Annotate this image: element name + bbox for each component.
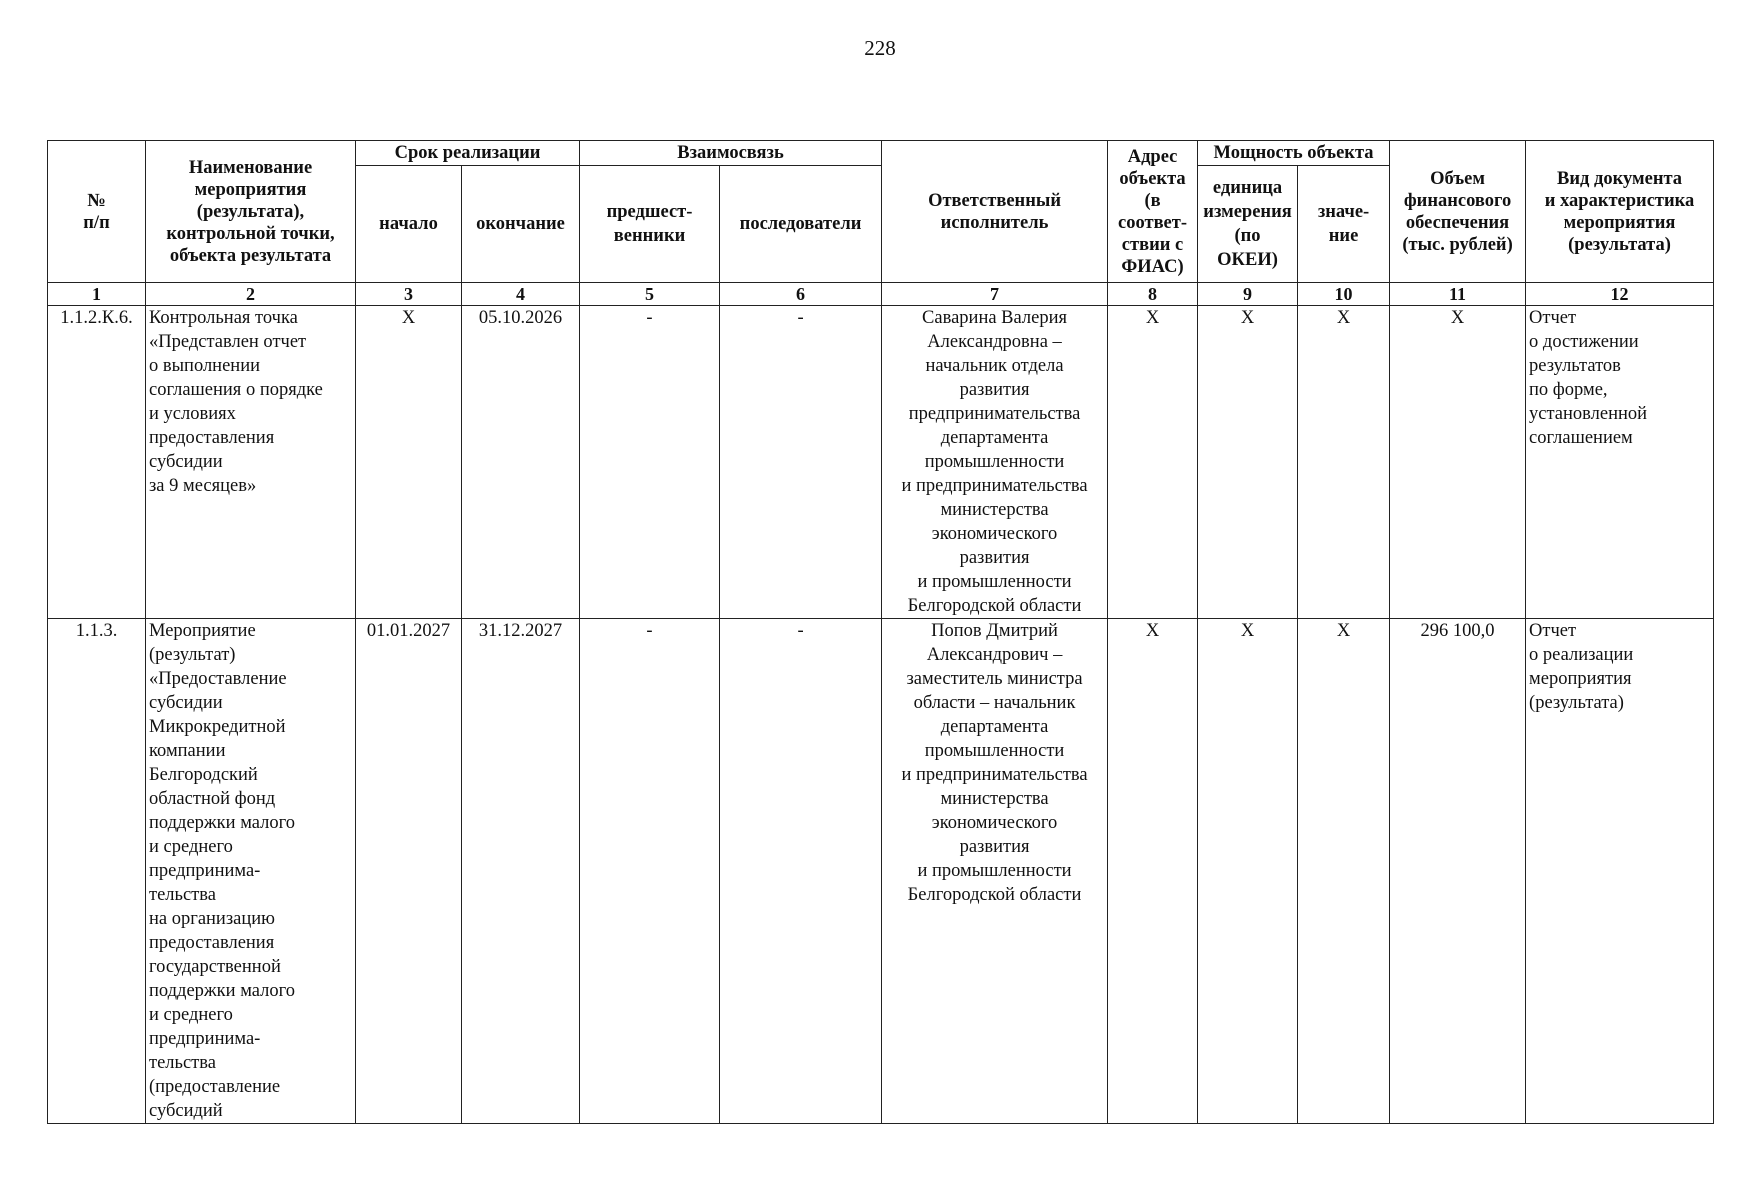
cell-address: X — [1108, 306, 1198, 619]
header-link-pred: предшест- венники — [580, 166, 720, 283]
header-link: Взаимосвязь — [580, 141, 882, 166]
column-number: 5 — [580, 283, 720, 306]
cell-no: 1.1.2.К.6. — [48, 306, 146, 619]
header-term-start: начало — [356, 166, 462, 283]
page-number: 228 — [864, 36, 896, 60]
cell-doc-type: Отчет о достижении результатов по форме, установленной соглашением — [1526, 306, 1714, 619]
cell-address: X — [1108, 619, 1198, 1124]
header-no: № п/п — [48, 141, 146, 283]
header-term-end: окончание — [462, 166, 580, 283]
header-doc-type: Вид документа и характеристика мероприятия (результата) — [1526, 141, 1714, 283]
cell-responsible: Попов Дмитрий Александрович – заместитель министра области – начальник департамента промышленности и предпринимательства министерства экономического развития и промышленности Белгородской области — [882, 619, 1108, 1124]
cell-predecessors: - — [580, 619, 720, 1124]
cell-unit: X — [1198, 306, 1298, 619]
cell-value: X — [1298, 306, 1390, 619]
column-number: 6 — [720, 283, 882, 306]
column-number: 9 — [1198, 283, 1298, 306]
column-number: 3 — [356, 283, 462, 306]
header-term: Срок реализации — [356, 141, 580, 166]
table-row — [48, 619, 1714, 1124]
column-number-row — [48, 283, 1714, 306]
cell-end: 31.12.2027 — [462, 619, 580, 1124]
column-number: 2 — [146, 283, 356, 306]
column-number: 10 — [1298, 283, 1390, 306]
cell-finance: X — [1390, 306, 1526, 619]
header-capacity-value: значе- ние — [1298, 166, 1390, 283]
header-address: Адрес объекта (в соответ- ствии с ФИАС) — [1108, 141, 1198, 283]
cell-start: 01.01.2027 — [356, 619, 462, 1124]
cell-finance: 296 100,0 — [1390, 619, 1526, 1124]
cell-name: Контрольная точка «Представлен отчет о выполнении соглашения о порядке и условиях предоставления субсидии за 9 месяцев» — [146, 306, 356, 619]
implementation-plan-table — [47, 140, 1714, 1124]
column-number: 4 — [462, 283, 580, 306]
header-link-succ: последователи — [720, 166, 882, 283]
header-row-top — [48, 141, 1714, 166]
cell-successors: - — [720, 619, 882, 1124]
cell-value: X — [1298, 619, 1390, 1124]
column-number: 1 — [48, 283, 146, 306]
cell-doc-type: Отчет о реализации мероприятия (результата) — [1526, 619, 1714, 1124]
table-row — [48, 306, 1714, 619]
cell-responsible: Саварина Валерия Александровна – начальник отдела развития предпринимательства департамента промышленности и предпринимательства министерства экономического развития и промышленности Белгородской области — [882, 306, 1108, 619]
column-number: 12 — [1526, 283, 1714, 306]
cell-name: Мероприятие (результат) «Предоставление субсидии Микрокредитной компании Белгородский областной фонд поддержки малого и среднего предпринима- тельства на организацию предоставления государственной поддержки малого и среднего предпринима- тельства (предоставление субсидий — [146, 619, 356, 1124]
cell-end: 05.10.2026 — [462, 306, 580, 619]
cell-no: 1.1.3. — [48, 619, 146, 1124]
cell-unit: X — [1198, 619, 1298, 1124]
header-responsible: Ответственный исполнитель — [882, 141, 1108, 283]
column-number: 11 — [1390, 283, 1526, 306]
header-finance: Объем финансового обеспечения (тыс. рублей) — [1390, 141, 1526, 283]
header-capacity-unit: единица измерения (по ОКЕИ) — [1198, 166, 1298, 283]
header-name: Наименование мероприятия (результата), контрольной точки, объекта результата — [146, 141, 356, 283]
cell-start: X — [356, 306, 462, 619]
column-number: 7 — [882, 283, 1108, 306]
header-capacity: Мощность объекта — [1198, 141, 1390, 166]
cell-successors: - — [720, 306, 882, 619]
column-number: 8 — [1108, 283, 1198, 306]
cell-predecessors: - — [580, 306, 720, 619]
